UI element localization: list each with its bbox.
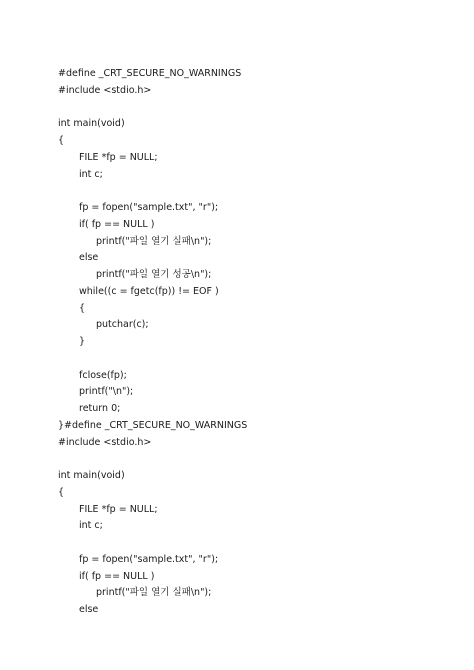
code-line: FILE *fp = NULL; bbox=[79, 151, 158, 163]
code-line: else bbox=[79, 604, 99, 615]
code-line: int main(void) bbox=[58, 470, 125, 481]
code-line: FILE *fp = NULL; bbox=[79, 503, 158, 515]
code-line bbox=[58, 535, 458, 552]
code-line bbox=[58, 451, 458, 468]
code-line: printf("파일 열기 실패\n"); bbox=[96, 587, 212, 599]
code-line: fp = fopen("sample.txt", "r"); bbox=[79, 202, 219, 213]
code-line: if( fp == NULL ) bbox=[79, 218, 155, 230]
code-line: { bbox=[58, 486, 65, 498]
code-line: int c; bbox=[79, 168, 103, 180]
code-line: { bbox=[58, 135, 65, 146]
code-line: #include <stdio.h> bbox=[58, 84, 152, 96]
code-line: putchar(c); bbox=[96, 319, 149, 331]
code-line: if( fp == NULL ) bbox=[79, 570, 155, 582]
code-line: fp = fopen("sample.txt", "r"); bbox=[79, 553, 219, 565]
code-line: while((c = fgetc(fp)) != EOF ) bbox=[79, 285, 219, 297]
code-line: } bbox=[79, 336, 86, 347]
code-line: fclose(fp); bbox=[79, 369, 127, 381]
code-line: }#define _CRT_SECURE_NO_WARNINGS bbox=[58, 419, 248, 431]
code-line: else bbox=[79, 252, 99, 264]
code-line: printf("파일 열기 실패\n"); bbox=[96, 235, 212, 247]
code-line bbox=[58, 100, 458, 117]
code-line: #define _CRT_SECURE_NO_WARNINGS bbox=[58, 68, 242, 79]
code-line: printf("\n"); bbox=[79, 386, 134, 398]
code-line: int c; bbox=[79, 520, 103, 532]
code-line bbox=[58, 351, 458, 368]
code-line: return 0; bbox=[79, 403, 121, 414]
code-block bbox=[58, 66, 458, 619]
code-line bbox=[58, 183, 458, 200]
code-line: printf("파일 열기 성공\n"); bbox=[96, 269, 212, 280]
code-line: { bbox=[79, 302, 86, 314]
code-line: int main(void) bbox=[58, 118, 125, 130]
code-line: #include <stdio.h> bbox=[58, 436, 152, 448]
